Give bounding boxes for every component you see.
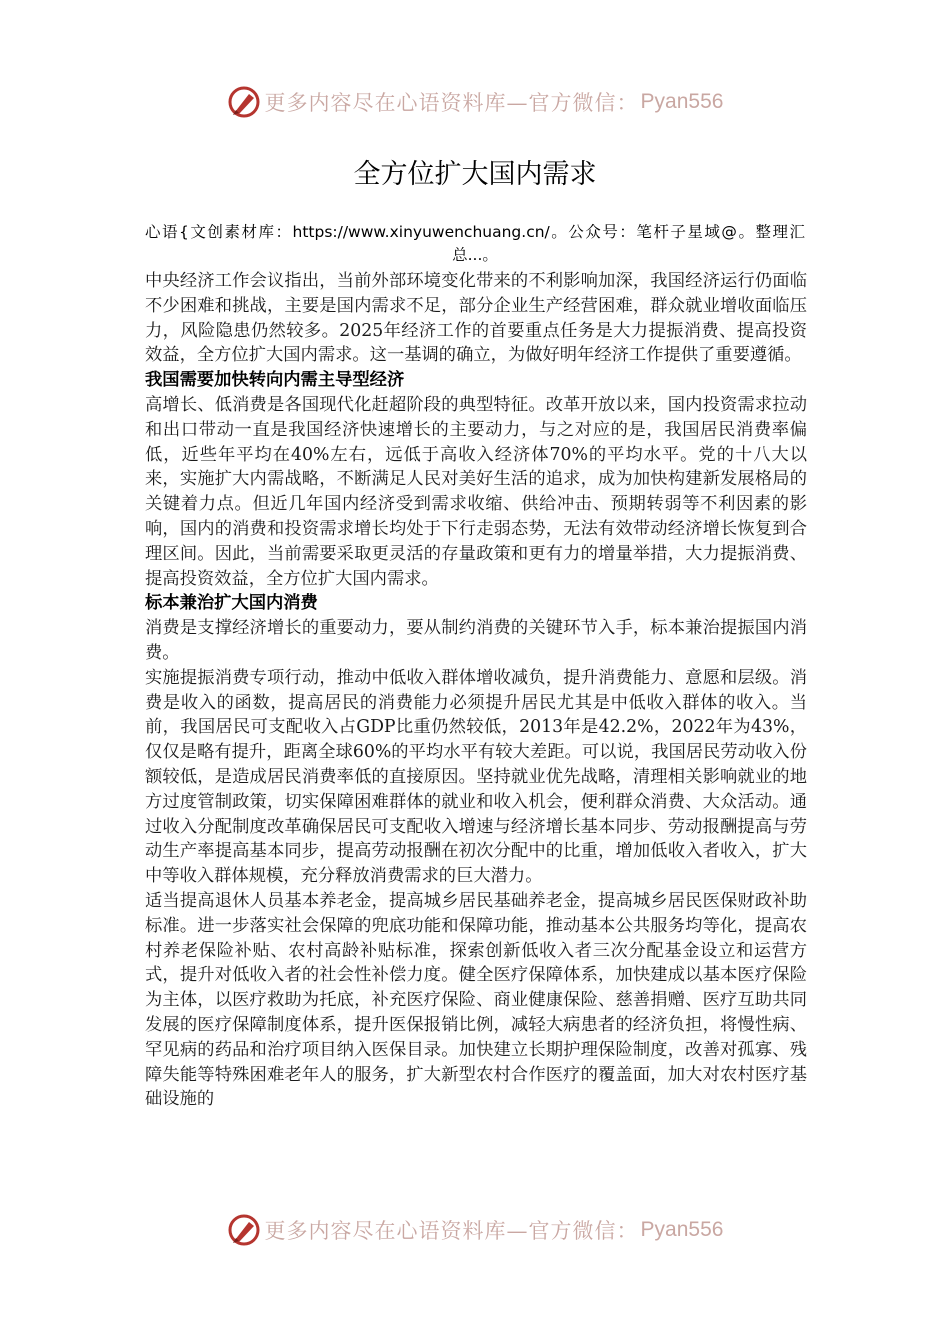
source-note: 心语{文创素材库：https://www.xinyuwenchuang.cn/。公众号：笔杆子星域@。整理汇总...。: [145, 223, 805, 264]
paragraph: 实施提振消费专项行动，推动中低收入群体增收减负，提升消费能力、意愿和层级。消费是收入的函数，提高居民的消费能力必须提升居民尤其是中低收入群体的收入。当前，我国居民可支配收入占GDP比重仍然较低，2013年是42.2%，2022年为43%，仅仅是略有提升，距离全球60%的平均水平有较大差距。可以说，我国居民劳动收入份额较低，是造成居民消费率低的直接原因。坚持就业优先战略，清理相关影响就业的地方过度管制政策，切实保障困难群体的就业和收入机会，便利群众消费、大众活动。通过收入分配制度改革确保居民可支配收入增速与经济增长基本同步、劳动报酬提高与劳动生产率提高基本同步，提高劳动报酬在初次分配中的比重，增加低收入者收入，扩大中等收入群体规模，充分释放消费需求的巨大潜力。: [145, 667, 807, 887]
watermark-text: 更多内容尽在心语资料库—官方微信：: [264, 91, 639, 115]
watermark-wechat-id: Pyan556: [640, 90, 724, 113]
paragraph: 中央经济工作会议指出，当前外部环境变化带来的不利影响加深，我国经济运行仍面临不少困难和挑战，主要是国内需求不足，部分企业生产经营困难，群众就业增收面临压力，风险隐患仍然较多。2025年经济工作的首要重点任务是大力提振消费、提高投资效益，全方位扩大国内需求。这一基调的确立，为做好明年经济工作提供了重要遵循。: [145, 271, 807, 366]
section-heading: 我国需要加快转向内需主导型经济: [145, 370, 405, 391]
document-body: [145, 269, 807, 1112]
watermark-wechat-id: Pyan556: [640, 1218, 724, 1241]
section-heading: 标本兼治扩大国内消费: [145, 593, 318, 614]
watermark-banner-top: [0, 82, 950, 122]
document-title: 全方位扩大国内需求: [353, 159, 597, 190]
paragraph: 适当提高退休人员基本养老金，提高城乡居民基础养老金，提高城乡居民医保财政补助标准。进一步落实社会保障的兜底功能和保障功能，推动基本公共服务均等化，提高农村养老保险补贴、农村高龄补贴标准，探索创新低收入者三次分配基金设立和运营方式，提升对低收入者的社会性补偿力度。健全医疗保障体系，加快建成以基本医疗保险为主体，以医疗救助为托底，补充医疗保险、商业健康保险、慈善捐赠、医疗互助共同发展的医疗保障制度体系，提升医保报销比例，减轻大病患者的经济负担，将慢性病、罕见病的药品和治疗项目纳入医保目录。加快建立长期护理保险制度，改善对孤寡、残障失能等特殊困难老年人的服务，扩大新型农村合作医疗的覆盖面，加大对农村医疗基础设施的: [145, 890, 807, 1110]
paragraph: 高增长、低消费是各国现代化赶超阶段的典型特征。改革开放以来，国内投资需求拉动和出口带动一直是我国经济快速增长的主要动力，与之对应的是，我国居民消费率偏低，近些年平均在40%左右，远低于高收入经济体70%的平均水平。党的十八大以来，实施扩大内需战略，不断满足人民对美好生活的追求，成为加快构建新发展格局的关键着力点。但近几年国内经济受到需求收缩、供给冲击、预期转弱等不利因素的影响，国内的消费和投资需求增长均处于下行走弱态势，无法有效带动经济增长恢复到合理区间。因此，当前需要采取更灵活的存量政策和更有力的增量举措，大力提振消费、提高投资效益，全方位扩大国内需求。: [145, 394, 807, 589]
watermark-banner-bottom: [0, 1210, 950, 1250]
watermark-text: 更多内容尽在心语资料库—官方微信：: [264, 1219, 639, 1243]
paragraph: 消费是支撑经济增长的重要动力，要从制约消费的关键环节入手，标本兼治提振国内消费。: [145, 618, 807, 663]
pen-nib-logo-icon: [227, 1213, 261, 1247]
pen-nib-logo-icon: [227, 85, 261, 119]
